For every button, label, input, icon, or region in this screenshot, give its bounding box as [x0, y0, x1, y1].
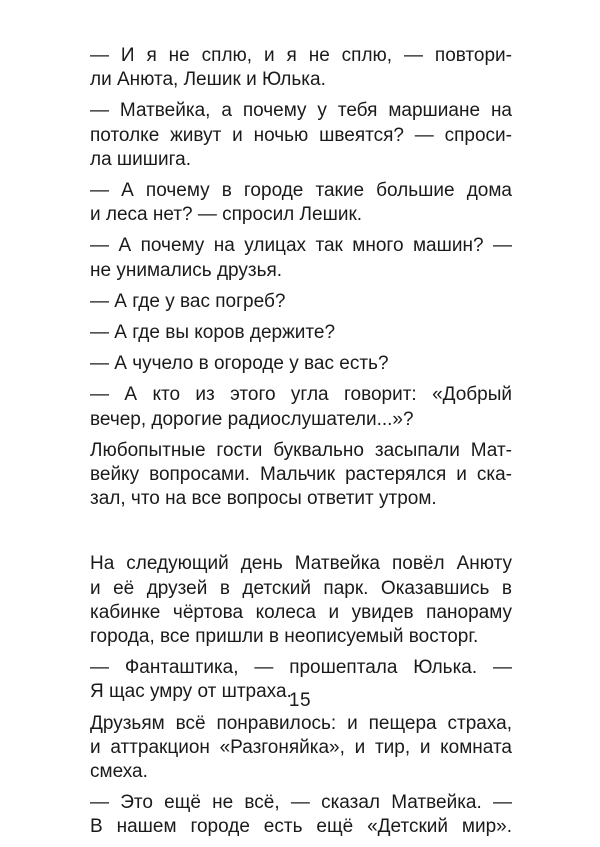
- text-line: не унимались друзья.: [90, 259, 283, 281]
- paragraph: [90, 552, 512, 649]
- text-line: — Матвейка, а почему у тебя маршиане на: [90, 100, 512, 122]
- paragraph: [90, 439, 512, 512]
- text-line: В нашем городе есть ещё «Детский мир».: [90, 816, 512, 838]
- text-line: и аттракцион «Разгоняйка», и тир, и комната: [90, 736, 512, 758]
- text-line: и леса нет? — спросил Лешик.: [90, 204, 363, 226]
- text-line: — А где вы коров держите?: [90, 322, 336, 344]
- paragraph: [90, 290, 512, 314]
- paragraph: [90, 352, 512, 376]
- page-number: 15: [288, 690, 312, 711]
- text-line: Я щас умру от штраха.: [90, 681, 292, 703]
- text-line: и её друзей в детский парк. Оказавшись в: [90, 577, 512, 599]
- paragraph: [90, 234, 512, 282]
- text-line: — А почему в городе такие большие дома: [90, 180, 512, 202]
- paragraph: [90, 44, 512, 92]
- text-line: — А чучело в огороде у вас есть?: [90, 353, 389, 375]
- text-line: ла шишига.: [90, 148, 192, 170]
- text-line: — И я не сплю, и я не сплю, — повтори-: [90, 45, 512, 66]
- text-line: На следующий день Матвейка повёл Анюту: [90, 553, 512, 575]
- section-1: [90, 44, 512, 511]
- text-line: — Это ещё не всё, — сказал Матвейка. —: [90, 792, 512, 814]
- text-line: смеха.: [90, 761, 148, 783]
- section-break: [90, 518, 512, 552]
- text-line: города, все пришли в неописуемый восторг.: [90, 626, 479, 648]
- page-text: [90, 44, 512, 847]
- paragraph: [90, 321, 512, 345]
- text-line: — А почему на улицах так много машин? —: [90, 235, 512, 257]
- text-line: вечер, дорогие радиослушатели...»?: [90, 408, 414, 430]
- text-line: — Фанташтика, — прошептала Юлька. —: [90, 657, 512, 679]
- text-line: потолке живут и ночью швеятся? — спроси-: [90, 124, 512, 146]
- text-line: — А где у вас погреб?: [90, 290, 286, 312]
- text-line: зал, что на все вопросы ответит утром.: [90, 488, 437, 510]
- text-line: Друзьям всё понравилось: и пещера страха,: [90, 712, 512, 734]
- text-line: кабинке чёртова колеса и увидев панораму: [90, 601, 512, 623]
- text-line: — А кто из этого угла говорит: «Добрый: [90, 384, 512, 406]
- paragraph: [90, 99, 512, 172]
- paragraph: [90, 712, 512, 785]
- text-line: вейку вопросами. Мальчик растерялся и ска-: [90, 464, 512, 486]
- text-line: ли Анюта, Лешик и Юлька.: [90, 69, 326, 91]
- paragraph: [90, 383, 512, 431]
- text-line: Любопытные гости буквально засыпали Мат-: [90, 439, 512, 461]
- paragraph: [90, 791, 512, 839]
- paragraph: [90, 179, 512, 227]
